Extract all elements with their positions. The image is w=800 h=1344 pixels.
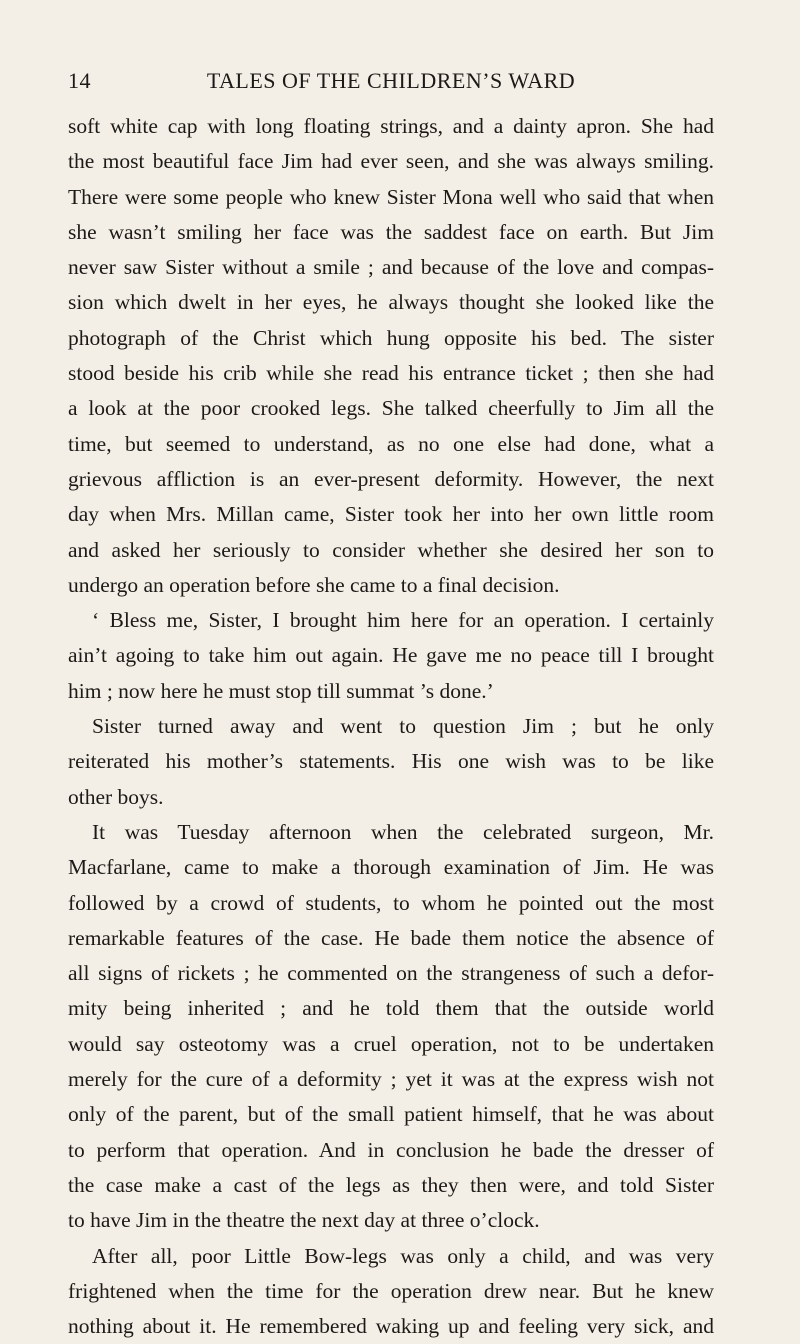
running-head — [68, 68, 714, 98]
text-line: the most beautiful face Jim had ever seen, and she was always smiling. — [68, 149, 714, 174]
text-line: the case make a cast of the legs as they then were, and told Sister — [68, 1172, 714, 1197]
text-line: After all, poor Little Bow-legs was only a child, and was very — [92, 1243, 714, 1268]
text-line: There were some people who knew Sister Mona well who said that when — [68, 184, 714, 209]
text-line: a look at the poor crooked legs. She talked cheerfully to Jim all the — [68, 396, 714, 421]
running-title: TALES OF THE CHILDREN’S WARD — [206, 68, 576, 93]
text-line: merely for the cure of a deformity ; yet it was at the express wish not — [68, 1067, 714, 1092]
text-line: grievous affliction is an ever-present deformity. However, the next — [68, 466, 714, 491]
text-line: mity being inherited ; and he told them that the outside world — [68, 996, 714, 1021]
text-line: remarkable features of the case. He bade them notice the absence of — [68, 925, 714, 950]
text-line: to have Jim in the theatre the next day at three o’clock. — [68, 1208, 540, 1233]
text-line: and asked her seriously to consider whether she desired her son to — [68, 537, 714, 562]
text-line: soft white cap with long floating strings, and a dainty apron. She had — [68, 114, 714, 138]
text-line: day when Mrs. Millan came, Sister took her into her own little room — [68, 502, 714, 527]
text-line: Sister turned away and went to question Jim ; but he only — [92, 714, 714, 739]
text-line: other boys. — [68, 784, 164, 809]
text-line: followed by a crowd of students, to whom he pointed out the most — [68, 890, 714, 915]
text-line: sion which dwelt in her eyes, he always thought she looked like the — [68, 290, 714, 315]
text-line: would say osteotomy was a cruel operation, not to be undertaken — [68, 1031, 714, 1056]
page-number: 14 — [68, 68, 91, 93]
text-line: It was Tuesday afternoon when the celebrated surgeon, Mr. — [92, 819, 714, 844]
text-line: she wasn’t smiling her face was the saddest face on earth. But Jim — [68, 219, 714, 244]
text-line: photograph of the Christ which hung opposite his bed. The sister — [68, 325, 714, 350]
text-line: ‘ Bless me, Sister, I brought him here for an operation. I certainly — [92, 608, 714, 633]
body-text — [68, 109, 714, 1344]
text-line: only of the parent, but of the small patient himself, that he was about — [68, 1102, 714, 1127]
text-line: him ; now here he must stop till summat ’s done.’ — [68, 678, 494, 703]
text-line: nothing about it. He remembered waking up and feeling very sick, and — [68, 1314, 714, 1339]
text-line: frightened when the time for the operation drew near. But he knew — [68, 1278, 714, 1303]
text-line: undergo an operation before she came to a final decision. — [68, 572, 560, 597]
text-line: all signs of rickets ; he commented on the strangeness of such a defor- — [68, 961, 714, 986]
text-line: reiterated his mother’s statements. His one wish was to be like — [68, 749, 714, 774]
text-line: Macfarlane, came to make a thorough examination of Jim. He was — [68, 855, 714, 880]
text-line: ain’t agoing to take him out again. He gave me no peace till I brought — [68, 643, 714, 668]
text-line: to perform that operation. And in conclusion he bade the dresser of — [68, 1137, 714, 1162]
text-line: time, but seemed to understand, as no one else had done, what a — [68, 431, 714, 456]
text-line: never saw Sister without a smile ; and because of the love and compas- — [68, 255, 714, 280]
text-line: stood beside his crib while she read his entrance ticket ; then she had — [68, 361, 714, 386]
